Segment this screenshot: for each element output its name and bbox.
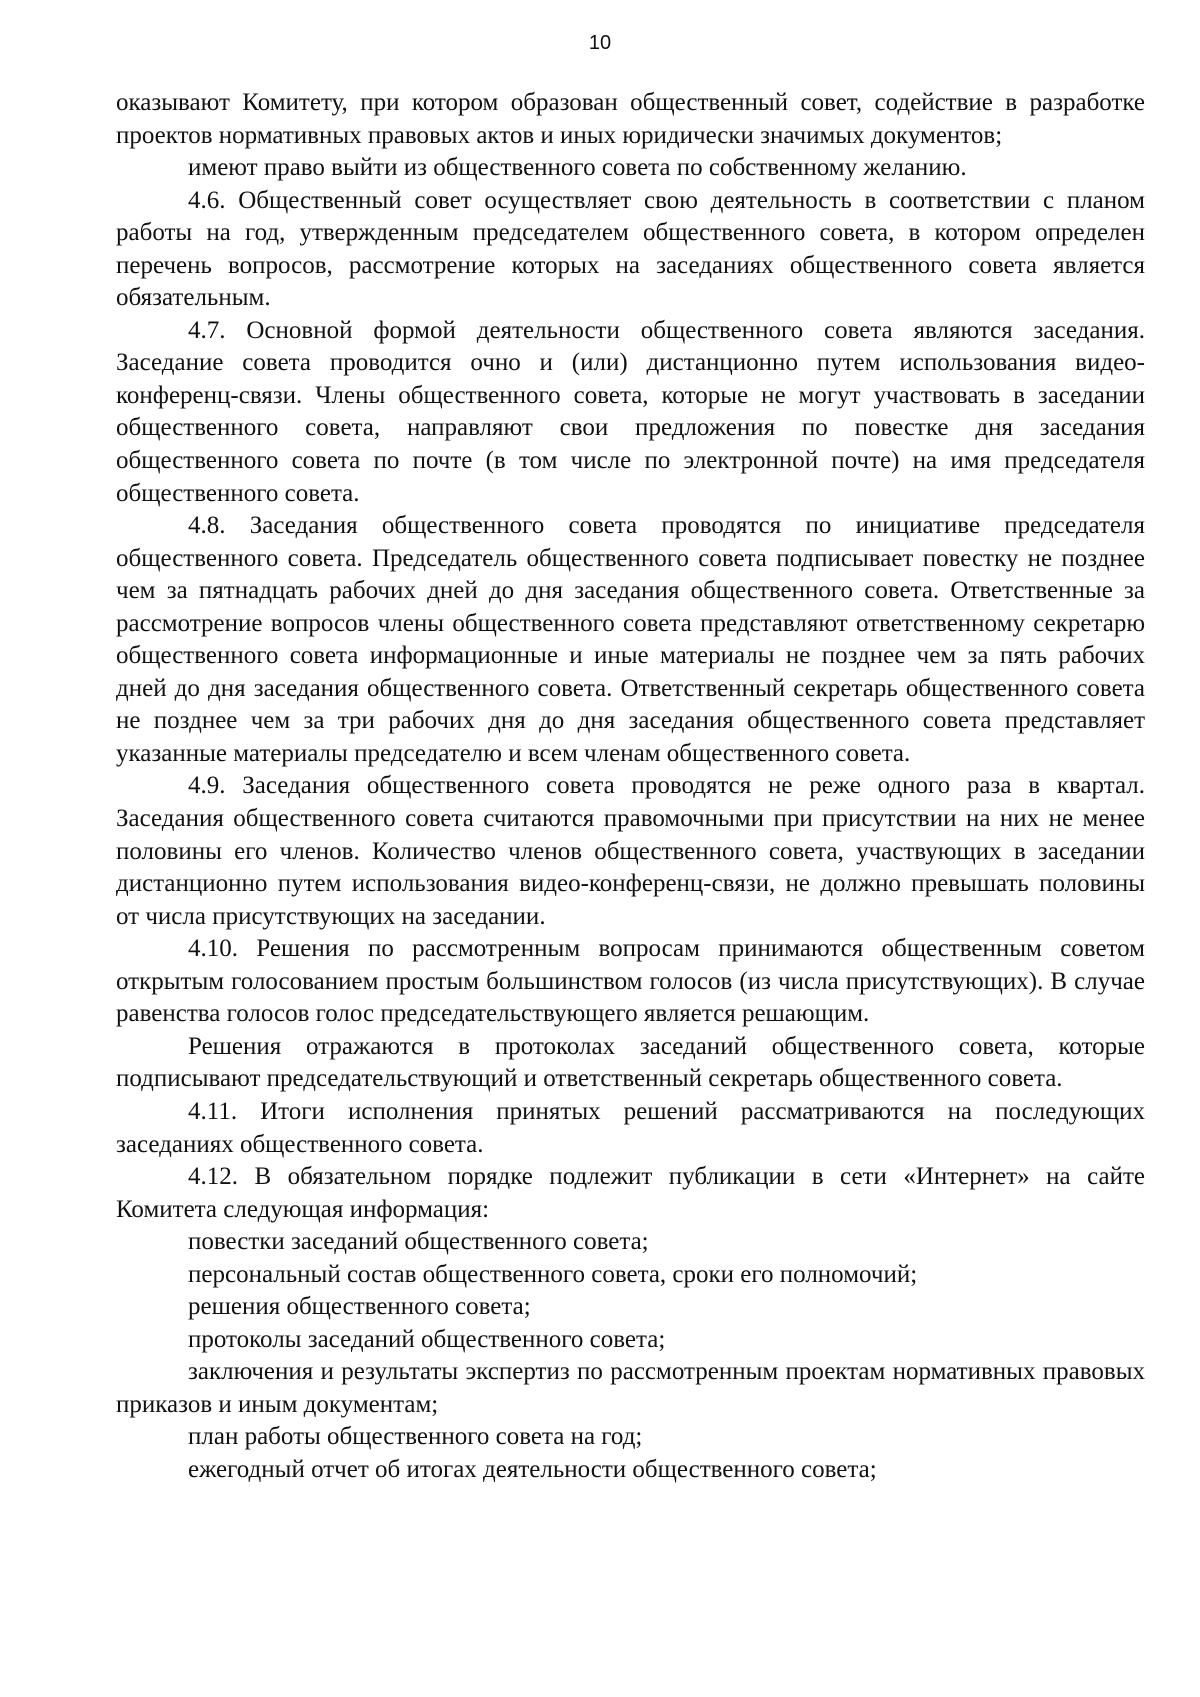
list-item-protocols: протоколы заседаний общественного совета; [188, 1325, 666, 1353]
paragraph-4-8: 4.8. Заседания общественного совета проводятся по инициативе председателя общественного совета. Председатель общественного совета подписывает повестку не позднее чем за пятнадцать рабочих дней до дня заседания общественного совета. Ответственные за рассмотрение вопросов члены общественного совета представляют ответственному секретарю общественного совета информационные и иные материалы не позднее чем за пять рабочих дней до дня заседания общественного совета. Ответственный секретарь общественного совета не позднее чем за три рабочих дня до дня заседания общественного совета представляет указанные материалы председателю и всем членам общественного совета. [116, 512, 1145, 767]
paragraph-4-11: 4.11. Итоги исполнения принятых решений рассматриваются на последующих заседаниях общественного совета. [116, 1097, 1145, 1158]
paragraph-decisions-protocols: Решения отражаются в протоколах заседаний общественного совета, которые подписывают председательствующий и ответственный секретарь общественного совета. [116, 1032, 1145, 1093]
paragraph-continuation: оказывают Комитету, при котором образован общественный совет, содействие в разработке проектов нормативных правовых актов и иных юридически значимых документов; [116, 89, 1145, 149]
paragraph-4-12: 4.12. В обязательном порядке подлежит публикации в сети «Интернет» на сайте Комитета следующая информация: [116, 1163, 1145, 1223]
page-number: 10 [588, 32, 612, 54]
list-item-decisions: решения общественного совета; [188, 1293, 531, 1321]
paragraph-4-7: 4.7. Основной формой деятельности общественного совета являются заседания. Заседание совета проводится очно и (или) дистанционно путем использования видео-конференц-связи. Члены общественного совета, которые не могут участвовать в заседании общественного совета, направляют свои предложения по повестке дня заседания общественного совета по почте (в том числе по электронной почте) на имя председателя общественного совета. [116, 316, 1145, 507]
paragraph-right-to-leave: имеют право выйти из общественного совета по собственному желанию. [188, 154, 967, 182]
paragraph-4-6: 4.6. Общественный совет осуществляет свою деятельность в соответствии с планом работы на год, утвержденным председателем общественного совета, в котором определен перечень вопросов, рассмотрение которых на заседаниях общественного совета является обязательным. [116, 186, 1145, 312]
list-item-expert-conclusions: заключения и результаты экспертиз по рассмотренным проектам нормативных правовых приказов и иным документам; [116, 1358, 1145, 1418]
paragraph-4-9: 4.9. Заседания общественного совета проводятся не реже одного раза в квартал. Заседания общественного совета считаются правомочными при присутствии на них не менее половины его членов. Количество членов общественного совета, участвующих в заседании дистанционно путем использования видео-конференц-связи, не должно превышать половины от числа присутствующих на заседании. [116, 772, 1145, 930]
list-item-agendas: повестки заседаний общественного совета; [188, 1228, 649, 1256]
list-item-composition: персональный состав общественного совета, сроки его полномочий; [188, 1260, 918, 1288]
paragraph-4-10: 4.10. Решения по рассмотренным вопросам принимаются общественным советом открытым голосованием простым большинством голосов (из числа присутствующих). В случае равенства голосов голос председательствующего является решающим. [116, 935, 1145, 1028]
document-body [116, 87, 1145, 1487]
list-item-work-plan: план работы общественного совета на год; [188, 1423, 643, 1451]
list-item-annual-report: ежегодный отчет об итогах деятельности общественного совета; [188, 1455, 877, 1483]
